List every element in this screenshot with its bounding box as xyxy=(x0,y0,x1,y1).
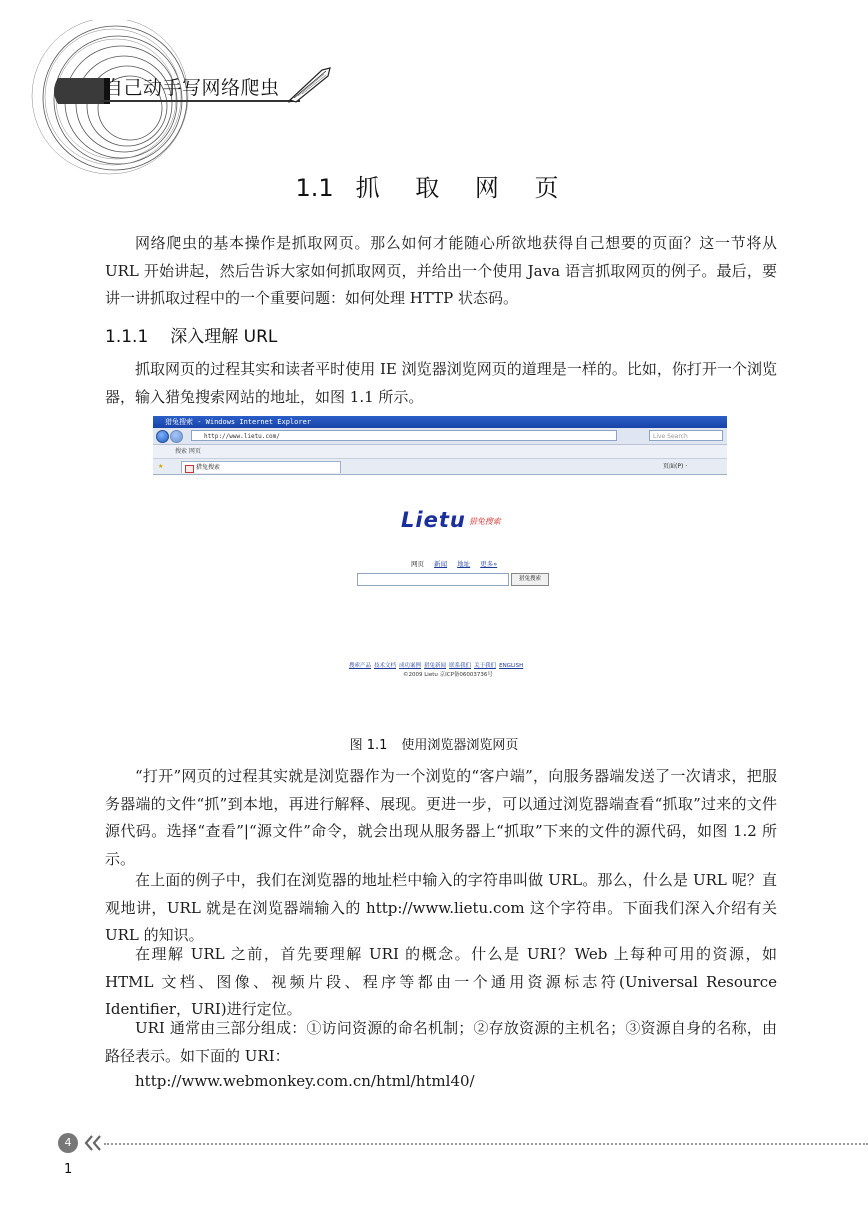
subsection-heading xyxy=(105,322,277,347)
running-title: 自己动手写网络爬虫 xyxy=(104,77,280,99)
footer-number: 1 xyxy=(64,1162,73,1177)
tab-favicon-icon xyxy=(185,465,194,473)
paragraph-uri: 在理解 URL 之前，首先要理解 URI 的概念。什么是 URI？Web 上每种可用的资源，如 HTML 文档、图像、视频片段、程序等都由一个通用资源标志符(Universal Resource Identifier，URI)进行定位。 xyxy=(105,945,777,1018)
subsection-number: 1.1.1 xyxy=(105,327,149,347)
browser-titlebar: 猎兔搜索 - Windows Internet Explorer xyxy=(153,416,727,428)
lietu-footer-links xyxy=(349,661,526,669)
back-icon xyxy=(156,430,169,443)
paragraph-uri-parts: URI 通常由三部分组成：①访问资源的命名机制；②存放资源的主机名；③资源自身的名称，由路径表示。如下面的 URI： xyxy=(105,1019,777,1065)
footer-link: 关于我们 xyxy=(474,663,497,669)
section-title xyxy=(0,168,868,203)
nav-link-web: 网页 xyxy=(411,560,424,568)
footer-link: ENGLISH xyxy=(499,663,524,669)
lietu-copyright: ©2009 Lietu 京ICP备06003736号 xyxy=(403,672,493,678)
header-decoration-arcs xyxy=(20,20,210,190)
browser-tab-row xyxy=(153,459,727,475)
browser-search-box: Live Search xyxy=(649,430,723,441)
pen-icon xyxy=(286,64,336,104)
browser-address-bar: http://www.lietu.com/ xyxy=(191,430,617,441)
section-number: 1.1 xyxy=(295,174,334,202)
footer-link: 猎兔新闻 xyxy=(424,663,447,669)
figure-browser-screenshot xyxy=(153,416,727,721)
double-chevron-left-icon xyxy=(83,1134,103,1152)
favorites-star-icon: ★ xyxy=(158,463,164,470)
browser-page-menu: 页面(P) · xyxy=(663,463,688,470)
lietu-logo-text: Lietu xyxy=(401,508,466,532)
lietu-logo-subtext: 猎兔搜索 xyxy=(468,517,501,526)
browser-toolbar-search: 搜索 网页 xyxy=(175,448,201,455)
footer-link: 成功案例 xyxy=(399,663,422,669)
browser-tab xyxy=(181,461,341,473)
figure-caption xyxy=(0,734,868,753)
section-title-text: 抓 取 网 页 xyxy=(355,174,573,202)
nav-link-address: 地址 xyxy=(457,560,471,568)
lietu-search-button: 猎兔搜索 xyxy=(511,573,549,586)
browser-address-row xyxy=(153,428,727,445)
lietu-search-input xyxy=(357,573,509,586)
nav-link-more: 更多» xyxy=(480,560,498,568)
browser-toolbar xyxy=(153,445,727,459)
running-title-underline xyxy=(100,100,300,102)
paragraph-intro: 网络爬虫的基本操作是抓取网页。那么如何才能随心所欲地获得自己想要的页面？这一节将从 URL 开始讲起，然后告诉大家如何抓取网页，并给出一个使用 Java 语言抓取网页的例子。最后，要讲一讲抓取过程中的一个重要问题：如何处理 HTTP 状态码。 xyxy=(105,234,777,307)
forward-icon xyxy=(170,430,183,443)
paragraph-url: 在上面的例子中，我们在浏览器的地址栏中输入的字符串叫做 URL。那么，什么是 URL 呢？直观地讲，URL 就是在浏览器端输入的 http://www.lietu.com 这个字符串。下面我们深入介绍有关 URL 的知识。 xyxy=(105,871,777,944)
lietu-nav-links xyxy=(411,559,505,568)
paragraph-browser-intro: 抓取网页的过程其实和读者平时使用 IE 浏览器浏览网页的道理是一样的。比如，你打开一个浏览器，输入猎兔搜索网站的地址，如图 1.1 所示。 xyxy=(105,360,777,406)
paragraph-uri-example: http://www.webmonkey.com.cn/html/html40/ xyxy=(135,1072,475,1090)
subsection-title: 深入理解 URL xyxy=(170,327,278,347)
footer-link: 搜索产品 xyxy=(349,663,372,669)
nav-link-news: 新闻 xyxy=(434,560,448,568)
footer-dotted-rule xyxy=(104,1143,868,1145)
browser-tab-label: 猎兔搜索 xyxy=(196,464,221,471)
footer-link: 联系我们 xyxy=(449,663,472,669)
footer-link: 技术文档 xyxy=(374,663,397,669)
lietu-logo xyxy=(401,508,501,532)
figure-number: 图 1.1 xyxy=(349,738,388,753)
figure-caption-text: 使用浏览器浏览网页 xyxy=(401,738,519,753)
page-number-badge: 4 xyxy=(58,1133,78,1153)
paragraph-open-page: “打开”网页的过程其实就是浏览器作为一个浏览的“客户端”，向服务器端发送了一次请求，把服务器端的文件“抓”到本地，再进行解释、展现。更进一步，可以通过浏览器端查看“抓取”过来的文件源代码。选择“查看”|“源文件”命令，就会出现从服务器上“抓取”下来的文件的源代码，如图 1.2 所示。 xyxy=(105,767,777,868)
